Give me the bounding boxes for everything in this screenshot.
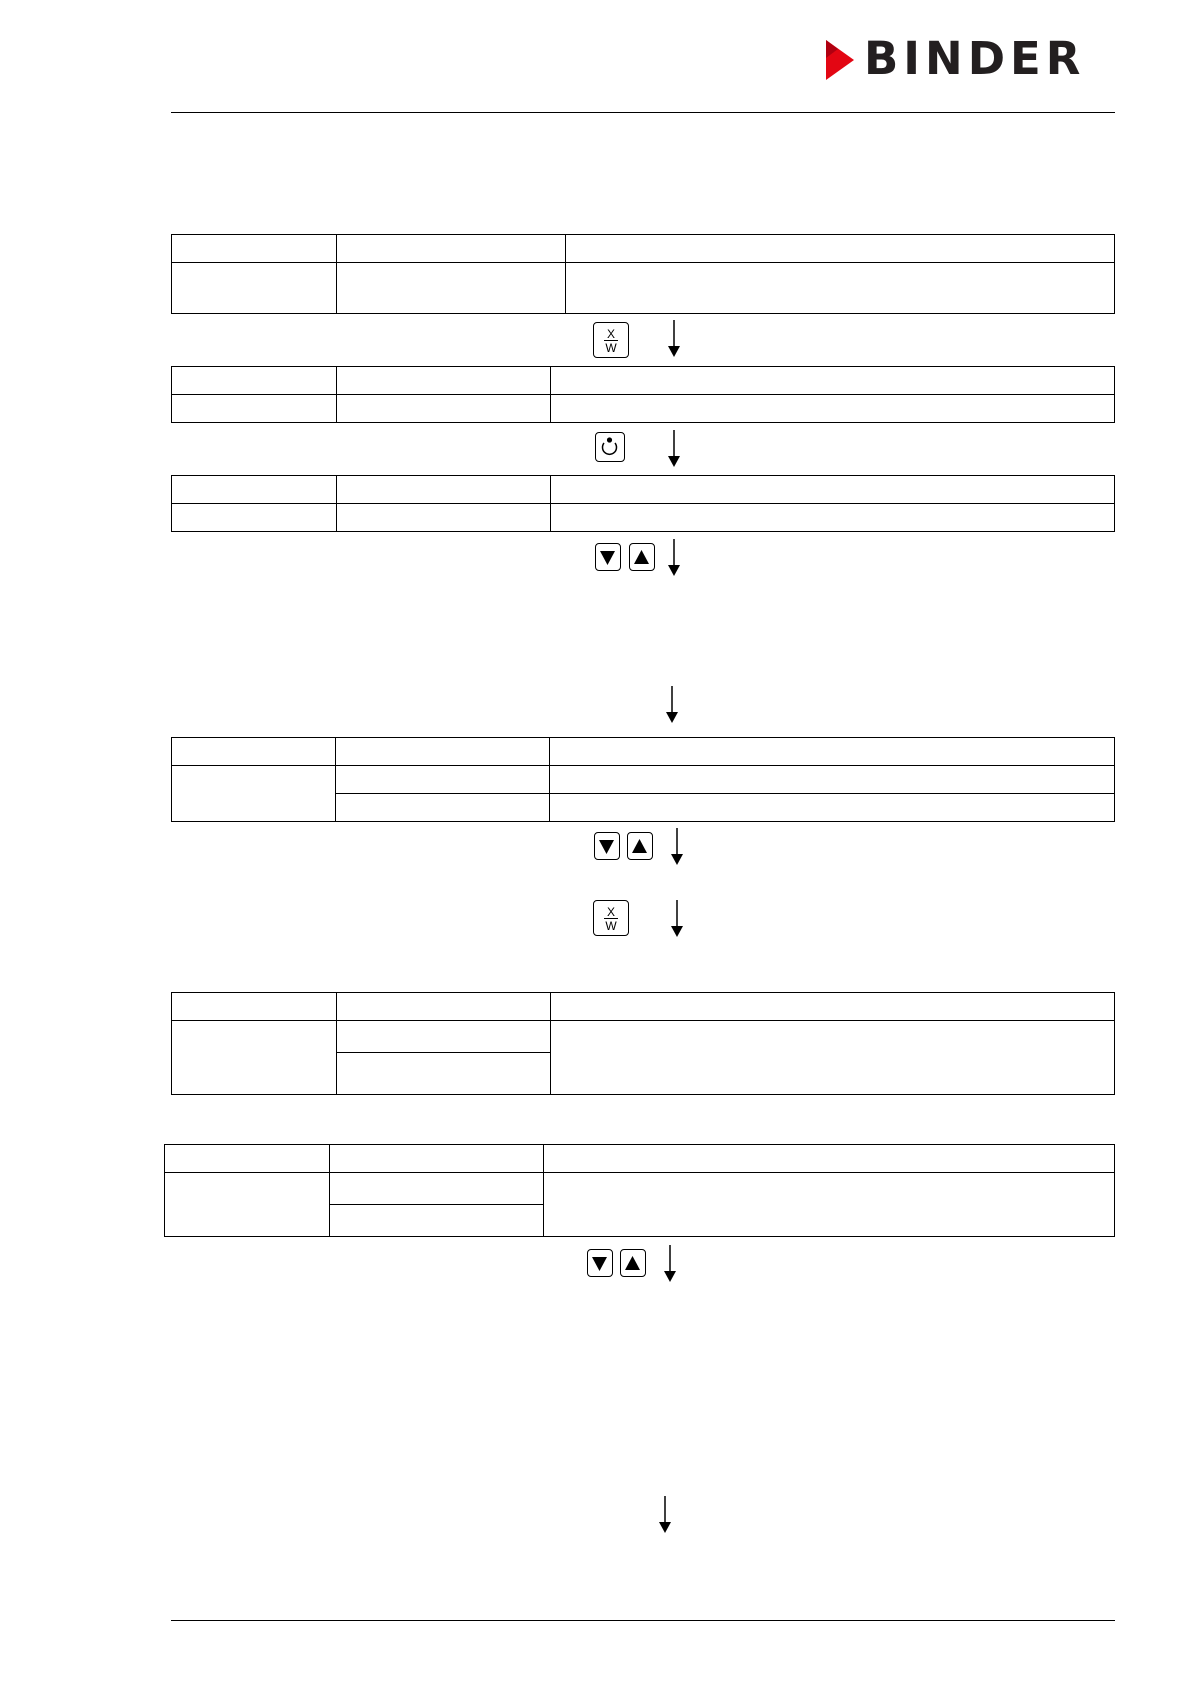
table-cell: [330, 1145, 544, 1173]
table-cell: [172, 235, 337, 263]
table-cell: [172, 766, 336, 822]
table-cell: [550, 738, 1115, 766]
arrow-down-icon: [663, 1245, 677, 1283]
xw-key-label-w: W: [605, 341, 617, 355]
table-cell: [165, 1145, 330, 1173]
arrow-down-icon: [670, 900, 684, 938]
arrow-down-icon: [658, 1496, 672, 1534]
program-key[interactable]: [595, 432, 625, 462]
up-key[interactable]: [629, 543, 655, 571]
down-key[interactable]: [594, 832, 620, 860]
table-cell: [551, 476, 1115, 504]
table-cell: [337, 395, 551, 423]
table-cell: [337, 367, 551, 395]
brand-name: BINDER: [864, 32, 1086, 85]
table-cell: [336, 794, 550, 822]
arrow-down-icon: [667, 320, 681, 358]
arrow-down-icon: [667, 539, 681, 577]
table-cell: [337, 504, 551, 532]
table-cell: [330, 1205, 544, 1237]
table-cell: [550, 794, 1115, 822]
binder-triangle-icon: [824, 38, 856, 82]
display-table-1: [171, 234, 1115, 314]
table-cell: [172, 993, 337, 1021]
footer-rule: [171, 1620, 1115, 1621]
table-cell: [551, 1021, 1115, 1095]
arrow-down-key-icon: [595, 833, 618, 858]
table-cell: [165, 1173, 330, 1237]
up-key[interactable]: [627, 832, 653, 860]
up-key[interactable]: [620, 1249, 646, 1277]
arrow-down-icon: [667, 430, 681, 468]
arrow-up-key-icon: [630, 544, 653, 569]
table-cell: [337, 476, 551, 504]
arrow-down-icon: [670, 828, 684, 866]
table-cell: [551, 367, 1115, 395]
down-key[interactable]: [587, 1249, 613, 1277]
arrow-up-key-icon: [621, 1250, 644, 1275]
setpoint-key[interactable]: [593, 322, 629, 358]
table-cell: [336, 738, 550, 766]
table-cell: [172, 263, 337, 314]
header-rule: [171, 112, 1115, 113]
table-cell: [337, 263, 566, 314]
xw-key-label-x: X: [606, 905, 615, 919]
display-table-5: [171, 992, 1115, 1095]
table-cell: [336, 766, 550, 794]
setpoint-key[interactable]: [593, 900, 629, 936]
table-cell: [172, 738, 336, 766]
arrow-down-key-icon: [588, 1250, 611, 1275]
display-table-4: [171, 737, 1115, 822]
display-table-6: [164, 1144, 1115, 1237]
down-key[interactable]: [595, 543, 621, 571]
display-table-2: [171, 366, 1115, 423]
xw-key-label-w: W: [605, 919, 617, 933]
table-cell: [551, 993, 1115, 1021]
table-cell: [172, 395, 337, 423]
table-cell: [337, 993, 551, 1021]
table-cell: [330, 1173, 544, 1205]
table-cell: [172, 476, 337, 504]
brand-logo: [824, 32, 1114, 85]
table-cell: [337, 1021, 551, 1053]
arrow-down-key-icon: [596, 544, 619, 569]
table-cell: [337, 1053, 551, 1095]
table-cell: [544, 1145, 1115, 1173]
table-cell: [566, 235, 1115, 263]
table-cell: [551, 395, 1115, 423]
table-cell: [172, 367, 337, 395]
arrow-down-icon: [665, 686, 679, 724]
arrow-up-key-icon: [628, 833, 651, 858]
table-cell: [172, 504, 337, 532]
table-cell: [337, 235, 566, 263]
display-table-3: [171, 475, 1115, 532]
table-cell: [544, 1173, 1115, 1237]
table-cell: [566, 263, 1115, 314]
xw-key-label-x: X: [606, 327, 615, 341]
table-cell: [172, 1021, 337, 1095]
timer-key-icon: [596, 433, 623, 460]
table-cell: [550, 766, 1115, 794]
table-cell: [551, 504, 1115, 532]
